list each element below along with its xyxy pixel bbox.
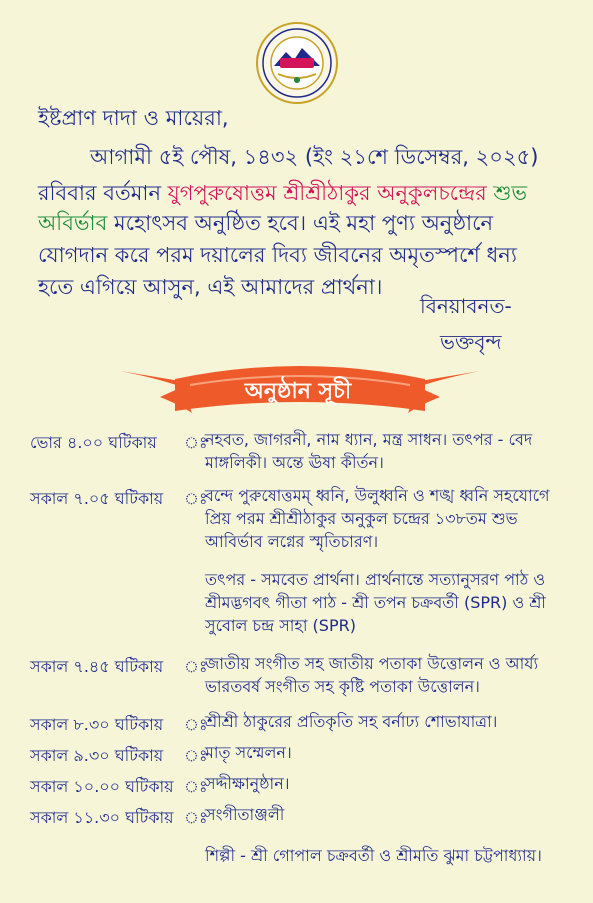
schedule-desc: শ্রীশ্রী ঠাকুরের প্রতিকৃতি সহ বর্নাঢ্য শোভাযাত্রা। <box>205 712 498 731</box>
highlight-word: শুভ <box>486 181 528 205</box>
highlight-festival: অবির্ভাব <box>38 211 108 235</box>
schedule-colon: ঃ <box>184 657 208 676</box>
schedule-time: সকাল ৭.০৫ ঘটিকায় <box>30 489 164 508</box>
schedule-desc: তৎপর - সমবেত প্রার্থনা। প্রার্থনান্তে সত্যানুসরণ পাঠ ও শ্রীমদ্ভগবৎ গীতা পাঠ - শ্রী তপন চক্রবর্তী (SPR) ও শ্রী সুবোল চন্দ্র সাহা (SPR) <box>205 570 546 635</box>
schedule-desc: বন্দে পুরুষোত্তমম্ ধ্বনি, উলুধ্বনি ও শঙ্খ ধ্বনি সহযোগে প্রিয় পরম শ্রীশ্রীঠাকুর অনুকুল চন্দ্রের ১৩৮তম শুভ আবির্ভাব লগ্নের স্মৃতিচারণ। <box>205 486 550 551</box>
schedule-time: সকাল ৮.৩০ ঘটিকায় <box>30 715 164 734</box>
schedule-colon: ঃ <box>184 715 208 734</box>
letter-line-6: হতে এগিয়ে আসুন, এই আমাদের প্রার্থনা। <box>38 275 383 299</box>
schedule-colon: ঃ <box>184 777 208 796</box>
schedule-colon: ঃ <box>184 489 208 508</box>
schedule-desc: মাতৃ সম্মেলন। <box>205 743 292 762</box>
letter-line-3 <box>38 180 527 206</box>
salutation: ইষ্টপ্রাণ দাদা ও মায়েরা, <box>38 106 229 130</box>
signature-line-2: ভক্তবৃন্দ <box>440 330 502 354</box>
schedule-time: সকাল ১০.০০ ঘটিকায় <box>30 777 174 796</box>
signature-line-1: বিনয়াবনত- <box>420 294 512 318</box>
highlight-name: যুগপুরুষোত্তম শ্রীশ্রীঠাকুর অনুকুলচন্দ্রের <box>167 181 487 205</box>
schedule-colon: ঃ <box>184 808 208 827</box>
schedule-desc: সংগীতাঞ্জলী <box>205 805 285 824</box>
date-line: আগামী ৫ই পৌষ, ১৪৩২ (ইং ২১শে ডিসেম্বর, ২০২৫) <box>90 145 539 169</box>
schedule-time: ভোর ৪.০০ ঘটিকায় <box>30 433 157 452</box>
schedule-time: সকাল ৯.৩০ ঘটিকায় <box>30 746 164 765</box>
letter-text: রবিবার বর্তমান <box>38 181 168 205</box>
letter-line-4 <box>38 210 493 236</box>
letter-text: মহোৎসব অনুষ্ঠিত হবে। এই মহা পুণ্য অনুষ্ঠানে <box>107 211 494 235</box>
banner-title: অনুষ্ঠান সূচী <box>244 379 352 404</box>
schedule-desc: শিল্পী - শ্রী গোপাল চক্রবর্তী ও শ্রীমতি ঝুমা চট্টপাধ্যায়। <box>205 846 542 865</box>
letter-line-5: যোগদান করে পরম দয়ালের দিব্য জীবনের অমৃতস্পর্শে ধন্য <box>38 243 517 267</box>
schedule-time: সকাল ১১.৩০ ঘটিকায় <box>30 808 174 827</box>
schedule-colon: ঃ <box>184 433 208 452</box>
schedule-colon: ঃ <box>184 746 208 765</box>
schedule-desc: সদ্দীক্ষানুষ্ঠান। <box>205 774 290 793</box>
emblem-seal-icon <box>256 22 338 104</box>
schedule-time: সকাল ৭.৪৫ ঘটিকায় <box>30 657 164 676</box>
schedule-desc: নহবত, জাগরনী, নাম ধ্যান, মন্ত্র সাধন। তৎপর - বেদ মাঙ্গলিকী। অন্তে ঊষা কীর্তন। <box>205 430 533 472</box>
schedule-desc: জাতীয় সংগীত সহ জাতীয় পতাকা উত্তোলন ও আর্য্য ভারতবর্ষ সংগীত সহ কৃষ্টি পতাকা উত্তোলন। <box>205 654 539 696</box>
